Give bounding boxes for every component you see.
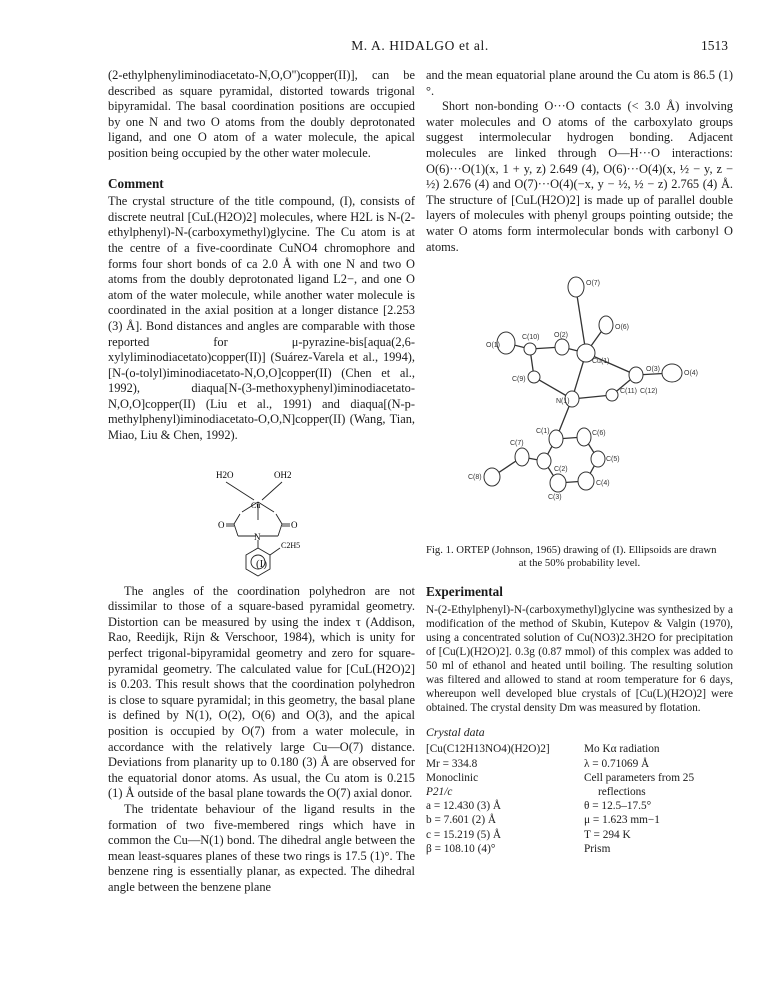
atom-c2: C(2)	[554, 466, 568, 474]
atom-c3: C(3)	[548, 494, 562, 502]
ortep-figure	[426, 265, 733, 540]
atom-o4: O(4)	[684, 370, 698, 378]
atom-c7: C(7)	[510, 440, 524, 448]
atom-cu1: Cu(1)	[592, 358, 610, 366]
scheme-water-right: OH2	[274, 469, 292, 480]
crystal-c: c = 15.219 (5) Å	[426, 828, 502, 841]
crystal-data-heading: Crystal data	[426, 724, 485, 739]
atom-c9: C(9)	[512, 376, 526, 384]
running-title: M. A. HIDALGO et al.	[351, 38, 489, 53]
page-number: 1513	[701, 38, 728, 53]
chemical-scheme	[108, 444, 415, 584]
atom-c11: C(11)	[620, 388, 637, 396]
scheme-n: N	[254, 531, 261, 542]
crystal-lambda: λ = 0.71069 Å	[584, 757, 650, 770]
atom-c8: C(8)	[468, 474, 482, 482]
crystal-mr: Mr = 334.8	[426, 757, 478, 770]
atom-o6: O(6)	[615, 324, 629, 332]
experimental-paragraph: N-(2-Ethylphenyl)-N-(carboxymethyl)glycine was synthesized by a modification of the method of Skubin, Kutepov & Valgin (1970), using a concentrated solution of Cu(NO3)2.3H2O for precipitation of [Cu(L)(H2O)2]. 0.3g (0.87 mmol) of this complex was added to 50 ml of ethanol and heated until boiling. The resulting solution was filtered and allowed to stand at room temperature for 6 days, whereupon well developed blue crystals of [Cu(L)(H2O)2] were obtained. The crystal density Dm was measured by flotation.	[426, 603, 733, 714]
crystal-data-table	[426, 742, 733, 856]
atom-c1: C(1)	[536, 428, 550, 436]
crystal-b: b = 7.601 (2) Å	[426, 814, 497, 827]
right-column	[426, 68, 733, 856]
crystal-data-right	[584, 742, 733, 856]
atom-c4: C(4)	[596, 480, 610, 488]
scheme-o-left: O	[218, 519, 225, 530]
scheme-o-right: O	[291, 519, 298, 530]
crystal-theta: θ = 12.5–17.5°	[584, 800, 652, 813]
polyhedron-paragraph: The angles of the coordination polyhedron are not dissimilar to those of a square-based pyramidal geometry. Distortion can be measured by using the index τ (Addison, Rao, Reedijk, Rijn & Verschoor, 1984), which is unity for perfect trigonal-bipyramidal geometry and zero for square-pyramidal geometry. The calculated value for [CuL(H2O)2] is 0.203. This result shows that the coordination polyhedron is close to square pyramidal; in this geometry, the basal plane is defined by N(1), O(2), O(6) and O(3), and the apical position is occupied by O(7) from a water molecule, in accordance with the relatively large Cu—O(7) distance. Deviations from planarity up to 0.180 (3) Å are observed for the equatorial donor atoms. As usual, the Cu atom is 0.215 (1) Å outside of the basal plane towards the O(7) axial donor.	[108, 583, 415, 801]
running-header	[110, 38, 730, 58]
crystal-reflections: reflections	[598, 785, 646, 798]
scheme-ethyl: C2H5	[281, 540, 301, 550]
continued-paragraph: and the mean equatorial plane around the Cu atom is 86.5 (1)°.	[426, 68, 733, 98]
scheme-water-left: H2O	[216, 469, 234, 480]
atom-n1: N(1)	[556, 398, 570, 406]
crystal-beta: β = 108.10 (4)°	[426, 842, 496, 855]
crystal-shape: Prism	[584, 842, 611, 855]
crystal-space-group: P21/c	[426, 785, 453, 798]
figure-caption-line1: Fig. 1. ORTEP (Johnson, 1965) drawing of (I). Ellipsoids are drawn	[426, 544, 717, 557]
ortep-drawing	[426, 265, 733, 540]
hydrogen-bond-paragraph: Short non-bonding O···O contacts (< 3.0 Å) involving water molecules and O atoms of the carboxylato groups suggest intermolecular hydrogen bonding. Adjacent molecules are linked through O—H···O interactions: O(6)···O(1)(x, 1 + y, z) 2.649 (4), O(6)···O(4)(x, ½ − y, z − ½) 2.676 (4) and O(7)···O(4)(−x, y − ½, ½ − z) 2.765 (4) Å. The structure of [CuL(H2O)2] is made up of parallel double layers of molecules with phenyl groups pointing outside; the water O atoms form intermolecular bonds with carbonyl O atoms.	[426, 99, 733, 254]
figure-caption	[426, 544, 733, 570]
scheme-label: (I)	[256, 557, 267, 570]
crystal-system: Monoclinic	[426, 771, 479, 784]
crystal-formula: [Cu(C12H13NO4)(H2O)2]	[426, 743, 550, 756]
atom-c10: C(10)	[522, 334, 540, 342]
scheme-cu: Cu	[251, 500, 261, 510]
atom-o1: O(1)	[486, 342, 500, 350]
crystal-cell-params: Cell parameters from 25	[584, 771, 695, 784]
crystal-a: a = 12.430 (3) Å	[426, 800, 502, 813]
ligand-paragraph: The tridentate behaviour of the ligand results in the formation of two five-membered rings which have in common the Cu—N(1) bond. The dihedral angle between the mean least-squares planes of these two rings is 17.5 (1)°. The benzene ring is essentially planar, as expected. The dihedral angle between the benzene plane	[108, 801, 415, 894]
figure-caption-line2: at the 50% probability level.	[518, 557, 641, 570]
comment-heading: Comment	[108, 175, 164, 191]
atom-c12: C(12)	[640, 388, 658, 396]
atom-o2: O(2)	[554, 332, 568, 340]
left-column	[108, 68, 415, 896]
experimental-heading: Experimental	[426, 584, 503, 600]
crystal-data-left	[426, 742, 584, 856]
atom-c6: C(6)	[592, 430, 606, 438]
atom-o3: O(3)	[646, 366, 660, 374]
atom-c5: C(5)	[606, 456, 620, 464]
crystal-radiation: Mo Kα radiation	[584, 743, 660, 756]
crystal-temperature: T = 294 K	[584, 828, 631, 841]
crystal-mu: μ = 1.623 mm−1	[584, 814, 660, 827]
intro-paragraph: (2-ethylphenyliminodiacetato-N,O,O'')copper(II)], can be described as square pyramidal, distorted towards trigonal bipyramidal. The basal coordination positions are occupied by one N and two O atoms from the doubly deprotonated ligand, and one O atom of a water molecule, the apical position being occupied by the other water molecule.	[108, 68, 415, 160]
comment-paragraph: The crystal structure of the title compound, (I), consists of discrete neutral [CuL(H2O)2] molecules, where H2L is N-(2-ethylphenyl)-N-(carboxymethyl)glycine. The Cu atom is at the centre of a five-coordinate CuNO4 chromophore and forms four short bonds of ca 2.0 Å with one N and two O atoms from the doubly deprotonated ligand L2−, and one O atom of the water molecule, while another water molecule is coordinated in the axial position at a longer distance [2.253 (3) Å]. Bond distances and angles are comparable with those reported for μ-pyrazine-bis[aqua(2,6-xylyliminodiacetato)copper(II)] (Suárez-Varela et al., 1994), [N-(o-tolyl)iminodiacetato-N,O,O]copper(II) (Chen et al., 1992), diaqua[N-(3-methoxyphenyl)iminodiacetato-N,O,O]copper(II) (Liu et al., 1991) and diaqua[(N-p-methylphenyl)iminodiacetato-O,O,N]copper(II) (Wang, Tian, Miao, Liu & Chen, 1992).	[108, 194, 415, 443]
atom-o7: O(7)	[586, 280, 600, 288]
